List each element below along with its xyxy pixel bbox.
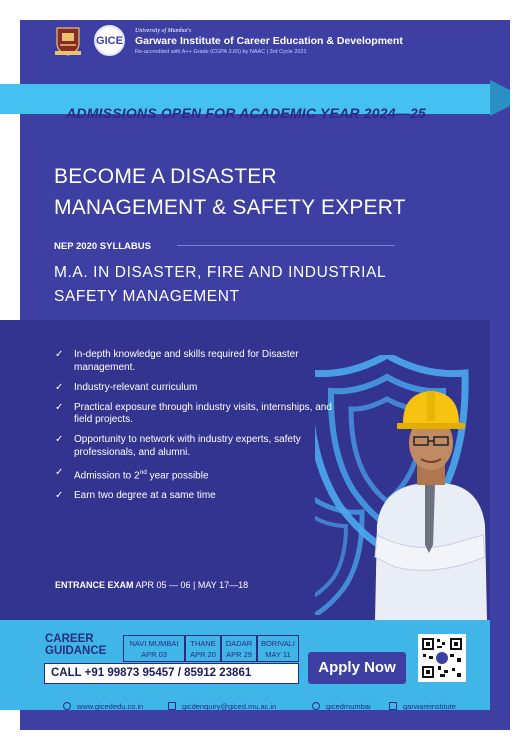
course-title [54,261,386,309]
globe-icon [63,702,71,710]
check-icon: ✓ [55,489,64,501]
list-item: ✓ Opportunity to network with industry experts, safety professionals, and alumni. [55,434,301,458]
engineer-photo [355,385,490,620]
list-item: ✓ Earn two degree at a same time [55,489,216,501]
university-crest-icon [54,26,82,56]
accreditation-text: Re-accredited with A++ Grade (CGPA 3.65) by NAAC | 3rd Cycle 2021 [135,49,307,55]
check-icon: ✓ [55,349,64,360]
facebook-icon [312,702,320,710]
headline-line-1: BECOME A DISASTER [54,165,277,188]
venue-dadar: DADAR APR 29 [221,635,257,662]
mail-icon [168,702,176,710]
list-item: ✓ Practical exposure through industry visits, internships, and field projects. [55,401,332,425]
check-icon: ✓ [55,466,64,478]
list-item: ✓ Admission to 2nd year possible [55,466,209,481]
check-icon: ✓ [55,381,64,393]
syllabus-label: NEP 2020 SYLLABUS [54,241,151,252]
website-link[interactable]: www.gicededu.co.in [63,702,143,711]
course-title-line-1: M.A. IN DISASTER, FIRE AND INDUSTRIAL [54,264,387,281]
university-name: University of Mumbai's [135,28,192,34]
instagram-icon [389,702,397,710]
admissions-banner-text: ADMISSIONS OPEN FOR ACADEMIC YEAR 2024—25 [66,105,426,121]
institute-logo: GICE [94,25,125,56]
headline [54,161,406,223]
headline-line-2: MANAGEMENT & SAFETY EXPERT [54,196,406,219]
divider [177,245,395,246]
check-icon: ✓ [55,401,64,413]
venue-navi-mumbai: NAVI MUMBAI APR 03 [123,635,185,662]
venue-borivali: BORIVALI MAY 11 [257,635,299,662]
facebook-link[interactable]: gicedmumbai [312,702,371,711]
check-icon: ✓ [55,434,64,445]
qr-code-icon[interactable] [418,634,466,682]
course-title-line-2: SAFETY MANAGEMENT [54,288,240,305]
features-list [55,349,340,510]
institute-name: Garware Institute of Career Education & Development [135,35,403,47]
phone-number[interactable]: CALL +91 99873 95457 / 85912 23861 [44,663,299,684]
email-link[interactable]: gicdenquiry@giced.mu.ac.in [168,702,276,711]
list-item: ✓ In-depth knowledge and skills required for Disaster management. [55,349,299,373]
venue-thane: THANE APR 20 [185,635,221,662]
apply-now-button[interactable]: Apply Now [308,652,406,684]
entrance-exam-dates: ENTRANCE EXAM APR 05 — 06 | MAY 17—18 [55,580,249,590]
instagram-link[interactable]: garwareinstitute [389,702,456,711]
list-item: ✓ Industry-relevant curriculum [55,381,198,393]
career-guidance-title: CAREER GUIDANCE [45,633,107,657]
